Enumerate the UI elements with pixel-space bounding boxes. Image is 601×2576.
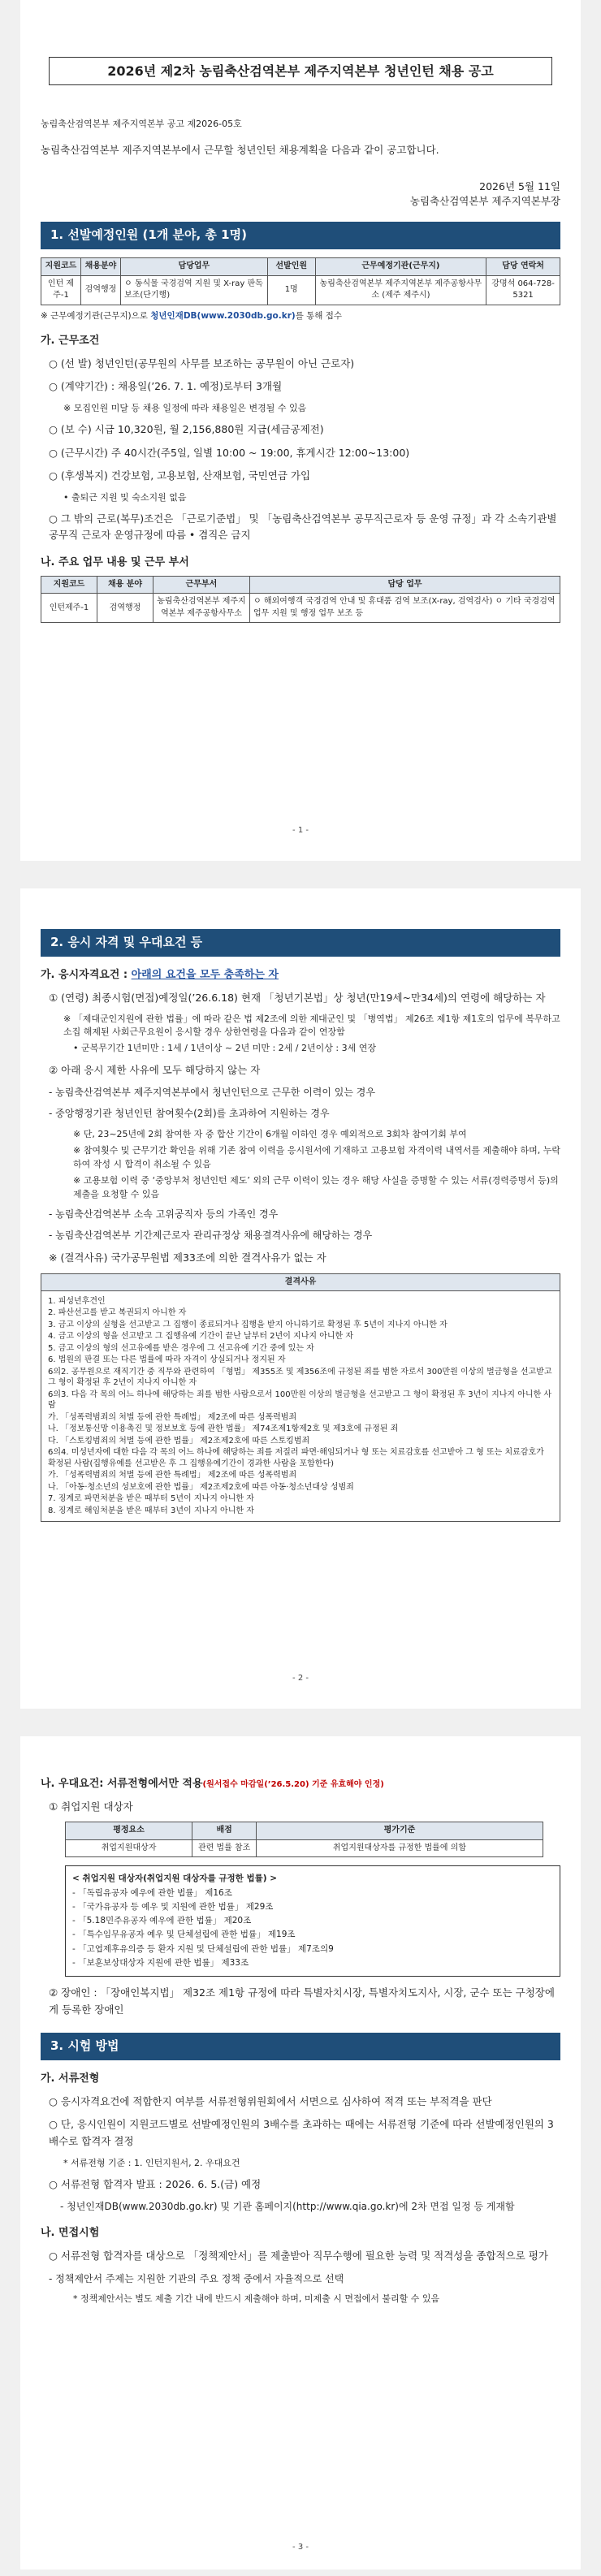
apply-note: [41, 310, 560, 322]
disqualify-line: 가. 「성폭력범죄의 처벌 등에 관한 특례법」 제2조에 따른 성폭력범죄: [48, 1471, 297, 1480]
section-ga-heading: [41, 968, 560, 983]
disqualify-line: 가. 「성폭력범죄의 처벌 등에 관한 특례법」 제2조에 따른 성폭력범죄: [48, 1412, 297, 1422]
note-suffix: 를 통해 접수: [295, 310, 343, 321]
req-link: 아래의 요건을 모두 충족하는 자: [131, 968, 279, 981]
page-number: - 2 -: [292, 1673, 309, 1683]
table-row: [41, 275, 560, 305]
section-na2-heading: 나. 면접시험: [41, 2227, 100, 2240]
section-na-heading: [41, 1777, 560, 1792]
signer: 농림축산검역본부 제주지역본부장: [409, 195, 560, 208]
th-count: 선발인원: [267, 258, 315, 276]
disqualify-line: 1. 피성년후견인: [48, 1296, 106, 1306]
req-restrict: ② 아래 응시 제한 사유에 모두 해당하지 않는 자: [49, 1063, 261, 1076]
veterans-law-box: [65, 1865, 560, 1977]
veterans-law-line: - 「5.18민주유공자 예우에 관한 법률」 제20조: [72, 1916, 252, 1926]
disqualify-line: 다. 「스토킹범죄의 처벌 등에 관한 법률」 제2조제2호에 따른 스토킹범죄: [48, 1436, 310, 1446]
interview-2-note: * 정책제안서는 별도 제출 기간 내에 반드시 제출해야 하며, 미제출 시 면접에서 불리할 수 있음: [73, 2293, 440, 2305]
cond-selection: ○ (선 발) 청년인턴(공무원의 사무를 보조하는 공무원이 아닌 근로자): [49, 357, 355, 370]
pref-veterans: ① 취업지원 대상자: [49, 1800, 133, 1813]
req-disqualify: ※ (결격사유) 국가공무원법 제33조에 의한 결격사유가 없는 자: [49, 1251, 326, 1264]
page-3: [20, 1736, 581, 2570]
th2-code: 지원코드: [41, 576, 97, 594]
th3-score: 배점: [192, 1822, 257, 1840]
cell-contact: 강명석 064-728-5321: [486, 275, 560, 305]
req-restrict-a: - 농림축산검역본부 제주지역본부에서 청년인턴으로 근무한 이력이 있는 경우: [49, 1087, 375, 1099]
th-field: 채용분야: [81, 258, 121, 276]
table-row: [41, 594, 560, 623]
disqualify-line: 2. 파산선고를 받고 복권되지 아니한 자: [48, 1308, 187, 1318]
th2-dept: 근무부서: [153, 576, 250, 594]
req-restrict-b: - 중앙행정기관 청년인턴 참여횟수(2회)를 초과하여 지원하는 경우: [49, 1108, 330, 1120]
cell-count: 1명: [267, 275, 315, 305]
req-restrict-c: - 농림축산검역본부 소속 고위공직자 등의 가족인 경우: [49, 1208, 279, 1221]
veterans-law-line: - 「국가유공자 등 예우 및 지원에 관한 법률」 제29조: [72, 1901, 274, 1912]
disqualify-line: 6의3. 다음 각 목의 어느 하나에 해당하는 죄를 범한 사람으로서 100만원 이상의 벌금형을 선고받고 그 형이 확정된 후 3년이 지나지 아니한 사람: [48, 1390, 552, 1411]
cell-code: 인턴 제주-1: [41, 275, 81, 305]
cell-duty: ㅇ 동식물 국경검역 지원 및 X-ray 판독 보조(단기행): [121, 275, 268, 305]
duties-table: [41, 576, 560, 624]
cell2-field: 검역행정: [97, 594, 153, 623]
disqualify-line: 5. 금고 이상의 형의 선고유예를 받은 경우에 그 선고유예 기간 중에 있는 자: [48, 1343, 314, 1353]
cell-field: 검역행정: [81, 275, 121, 305]
veterans-law-line: - 「독립유공자 예우에 관한 법률」 제16조: [72, 1887, 232, 1898]
section-2-heading: 2. 응시 자격 및 우대요건 등: [41, 929, 560, 957]
th3-criteria: 평가기준: [257, 1822, 543, 1840]
section-ga-heading: 가. 근무조건: [41, 334, 100, 347]
th2-duty: 담당 업무: [250, 576, 560, 594]
cond-other: ○ 그 밖의 근로(복무)조건은 「근로기준법」 및 「농림축산검역본부 공무직근로자 등 운영 규정」과 각 소속기관별 공무직 근로자 운영규정에 따름 • 겸직은 금지: [49, 512, 557, 542]
veterans-law-line: < 취업지원 대상자(취업지원 대상자를 규정한 법률) >: [72, 1874, 277, 1884]
interview-1: ○ 서류전형 합격자를 대상으로 「정책제안서」를 제출받아 직무수행에 필요한 능력 및 적격성을 종합적으로 평가: [49, 2250, 548, 2263]
cell2-duty: ㅇ 해외여행객 국경검역 안내 및 휴대품 검역 보조(X-ray, 검역검사) ㅇ 기타 국경검역 업무 지원 및 행정 업무 보조 등: [250, 594, 560, 623]
req-restrict-b-note1: ※ 단, 23~25년에 2회 참여한 자 중 합산 기간이 6개월 이하인 경우 예외적으로 3회차 참여기회 부여: [73, 1128, 467, 1139]
announcement-date: 2026년 5월 11일: [479, 180, 560, 193]
section-ga-heading: 가. 서류전형: [41, 2072, 100, 2085]
disqualify-line: 6. 법원의 판결 또는 다른 법률에 따라 자격이 상실되거나 정지된 자: [48, 1355, 286, 1365]
pref-red-note: (원서접수 마감일(’26.5.20) 기준 유효해야 인정): [202, 1780, 384, 1789]
req-age-note2: • 군복무기간 1년미만 : 1세 / 1년이상 ~ 2년 미만 : 2세 / 2년이상 : 3세 연장: [73, 1043, 376, 1054]
page-1: [20, 0, 581, 861]
disqualify-line: 나. 「아동·청소년의 성보호에 관한 법률」 제2조제2호에 따른 아동·청소년대상 성범죄: [48, 1482, 354, 1492]
cond-contract: ○ (계약기간) : 채용일(’26. 7. 1. 예정)로부터 3개월: [49, 380, 283, 393]
veterans-law-line: - 「특수임무유공자 예우 및 단체설립에 관한 법률」 제19조: [72, 1930, 296, 1940]
req-restrict-b-note3: ※ 고용보험 이력 중 ‘중앙부처 청년인턴 제도’ 외의 근무 이력이 있는 경우 해당 사실을 증명할 수 있는 서류(경력증명서 등)의 제출을 요청할 수 있음: [73, 1175, 559, 1199]
intro-text: 농림축산검역본부 제주지역본부에서 근무할 청년인턴 채용계획을 다음과 같이 공고합니다.: [41, 144, 439, 157]
positions-table: [41, 257, 560, 305]
cell3-score: 관련 법률 참조: [192, 1839, 257, 1857]
cell3-criteria: 취업지원대상자를 규정한 법률에 의함: [257, 1839, 543, 1857]
th-duty: 담당업무: [121, 258, 268, 276]
cond-contract-note: ※ 모집인원 미달 등 채용 일정에 따라 채용일은 변경될 수 있음: [63, 402, 307, 413]
db-link[interactable]: 청년인재DB(www.2030db.go.kr): [150, 310, 296, 321]
pref-prefix: 나. 우대요건: 서류전형에서만 적용: [41, 1778, 203, 1790]
table-row: [66, 1839, 543, 1857]
disqualify-line: 7. 징계로 파면처분을 받은 때부터 5년이 지나지 아니한 자: [48, 1494, 254, 1504]
req-restrict-d: - 농림축산검역본부 기간제근로자 관리규정상 채용결격사유에 해당하는 경우: [49, 1230, 373, 1242]
doc-screen-3-note: - 청년인재DB(www.2030db.go.kr) 및 기관 홈페이지(http://www.qia.go.kr)에 2차 면접 일정 등 게재함: [60, 2201, 515, 2213]
page-number: - 3 -: [292, 2542, 309, 2552]
doc-screen-3: ○ 서류전형 합격자 발표 : 2026. 6. 5.(금) 예정: [49, 2177, 262, 2190]
req-age-note: ※ 「제대군인지원에 관한 법률」에 따라 같은 법 제2조에 의한 제대군인 및 「병역법」 제26조 제1항 제1호의 업무에 복무하고 소집 해제된 사회근무요원이 응시할 경우 상한연령을 다음과 같이 연장함: [63, 1014, 560, 1038]
req-prefix: 가. 응시자격요건 :: [41, 968, 132, 981]
doc-screen-2-note: * 서류전형 기준 : 1. 인턴지원서, 2. 우대요건: [63, 2157, 240, 2168]
notice-number: 농림축산검역본부 제주지역본부 공고 제2026-05호: [41, 119, 242, 130]
cell2-code: 인턴제주-1: [41, 594, 97, 623]
cond-hours: ○ (근무시간) 주 40시간(주5일, 일별 10:00 ~ 19:00, 휴게시간 12:00~13:00): [49, 446, 410, 459]
doc-screen-2: ○ 단, 응시인원이 지원코드별로 선발예정인원의 3배수를 초과하는 때에는 서류전형 기준에 따라 선발예정인원의 3배수로 합격자 결정: [49, 2118, 554, 2148]
req-restrict-b-note2: ※ 참여횟수 및 근무기간 확인을 위해 기존 참여 이력을 응시원서에 기재하고 고용보험 자격이력 내역서를 제출해야 하며, 누락하여 작성 시 합격이 취소될 수 있음: [73, 1145, 560, 1169]
req-age: ① (연령) 최종시험(면접)예정일(’26.6.18) 현재 「청년기본법」상 청년(만19세~만34세)의 연령에 해당하는 자: [49, 991, 546, 1004]
veterans-law-line: - 「보훈보상대상자 지원에 관한 법률」 제33조: [72, 1957, 249, 1968]
disqualify-line: 3. 금고 이상의 실형을 선고받고 그 집행이 종료되거나 집행을 받지 아니하기로 확정된 후 5년이 지나지 아니한 자: [48, 1320, 448, 1329]
cell2-dept: 농림축산검역본부 제주지역본부 제주공항사무소: [153, 594, 250, 623]
pref-disabled: ② 장애인 : 「장애인복지법」 제32조 제1항 규정에 따라 특별자치시장, 특별자치도지사, 시장, 군수 또는 구청장에게 등록한 장애인: [49, 1986, 555, 2016]
disqualify-box-body: [41, 1291, 560, 1522]
disqualify-line: 4. 금고 이상의 형을 선고받고 그 집행유예 기간이 끝난 날부터 2년이 지나지 아니한 자: [48, 1332, 354, 1342]
disqualify-line: 6의2. 공무원으로 재직기간 중 직무와 관련하여 「형법」 제355조 및 제356조에 규정된 죄를 범한 자로서 300만원 이상의 벌금형을 선고받고 그 형이 확정된 후 2년이 지나지 아니한 자: [48, 1367, 552, 1388]
th-code: 지원코드: [41, 258, 81, 276]
cond-welfare-note: • 출퇴근 지원 및 숙소지원 없음: [63, 491, 187, 503]
page-2: [20, 888, 581, 1709]
announcement-title: 2026년 제2차 농림축산검역본부 제주지역본부 청년인턴 채용 공고: [49, 57, 552, 85]
veterans-law-line: - 「고엽제후유의증 등 환자 지원 및 단체설립에 관한 법률」 제7조의9: [72, 1943, 334, 1954]
disqualify-box-title: 결격사유: [41, 1274, 560, 1291]
cell3-element: 취업지원대상자: [66, 1839, 192, 1857]
section-1-heading: 1. 선발예정인원 (1개 분야, 총 1명): [41, 222, 560, 249]
th-contact: 담당 연락처: [486, 258, 560, 276]
pref-table: [65, 1822, 543, 1857]
th-org: 근무예정기관(근무지): [315, 258, 486, 276]
th3-element: 평정요소: [66, 1822, 192, 1840]
page-number: - 1 -: [292, 825, 309, 835]
note-prefix: ※ 근무예정기관(근무지)으로: [41, 310, 151, 321]
disqualify-box: [41, 1273, 560, 1522]
disqualify-line: 나. 「정보통신망 이용촉진 및 정보보호 등에 관한 법률」 제74조제1항제2호 및 제3호에 규정된 죄: [48, 1424, 399, 1434]
interview-2: - 정책제안서 주제는 지원한 기관의 주요 정책 중에서 자율적으로 선택: [49, 2272, 344, 2284]
disqualify-line: 6의4. 미성년자에 대한 다음 각 목의 어느 하나에 해당하는 죄를 저질러 파면·해임되거나 형 또는 치료감호를 선고받아 그 형 또는 치료감호가 확정된 사람(집행유예를 선고받은 후 그 집행유예기간이 경과한 사람을 포함한다): [48, 1448, 544, 1468]
doc-screen-1: ○ 응시자격요건에 적합한지 여부를 서류전형위원회에서 서면으로 심사하여 적격 또는 부적격을 판단: [49, 2094, 492, 2107]
section-na-heading: 나. 주요 업무 내용 및 근무 부서: [41, 555, 189, 568]
cond-pay: ○ (보 수) 시급 10,320원, 월 2,156,880원 지급(세금공제전): [49, 422, 324, 435]
section-3-heading: 3. 시험 방법: [41, 2033, 560, 2060]
cell-org: 농림축산검역본부 제주지역본부 제주공항사무소 (제주 제주시): [315, 275, 486, 305]
cond-welfare: ○ (후생복지) 건강보험, 고용보험, 산재보험, 국민연금 가입: [49, 469, 311, 482]
disqualify-line: 8. 징계로 해임처분을 받은 때부터 3년이 지나지 아니한 자: [48, 1506, 254, 1515]
th2-field: 채용 분야: [97, 576, 153, 594]
